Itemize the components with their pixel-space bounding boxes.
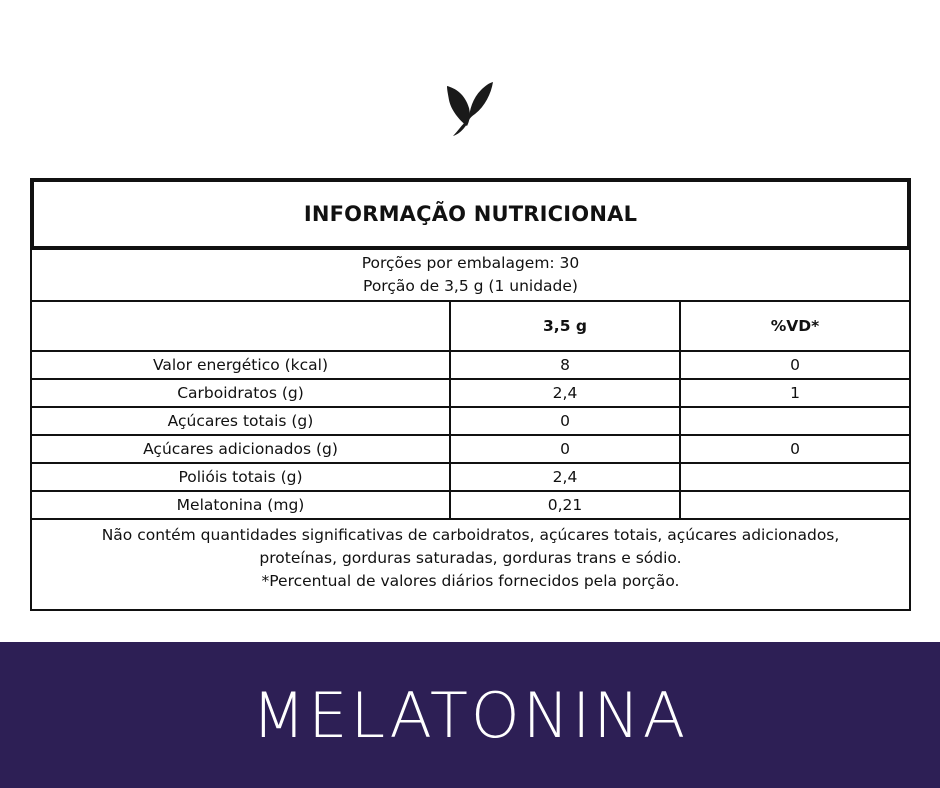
header-dv: %VD*: [680, 302, 909, 351]
nutrition-title-text: INFORMAÇÃO NUTRICIONAL: [303, 202, 638, 226]
nutrient-dv: [680, 463, 909, 491]
product-name: MELATONINA: [251, 678, 689, 752]
nutrient-dv: 0: [680, 351, 909, 379]
nutrient-dv: [680, 407, 909, 435]
table-row: [32, 435, 909, 463]
nutrient-amount: 0: [450, 407, 680, 435]
nutrient-amount: 0,21: [450, 491, 680, 519]
nutrition-footnote: [32, 520, 909, 593]
nutrition-table: [32, 302, 909, 520]
nutrient-name: Açúcares totais (g): [32, 407, 450, 435]
nutrient-name: Polióis totais (g): [32, 463, 450, 491]
header-nutrient: [32, 302, 450, 351]
footnote-line: proteínas, gorduras saturadas, gorduras trans e sódio.: [259, 549, 682, 567]
footnote-line: *Percentual de valores diários fornecidos pela porção.: [261, 572, 680, 590]
leaf-bird-icon: [445, 80, 495, 138]
header-amount: 3,5 g: [450, 302, 680, 351]
nutrient-dv: 0: [680, 435, 909, 463]
nutrient-name: Melatonina (mg): [32, 491, 450, 519]
nutrition-body: [30, 250, 911, 611]
table-row: [32, 491, 909, 519]
table-row: [32, 463, 909, 491]
nutrient-name: Valor energético (kcal): [32, 351, 450, 379]
nutrient-amount: 2,4: [450, 379, 680, 407]
nutrient-dv: [680, 491, 909, 519]
table-row: [32, 407, 909, 435]
serving-size: Porção de 3,5 g (1 unidade): [363, 277, 578, 295]
table-header-row: [32, 302, 909, 351]
nutrient-dv: 1: [680, 379, 909, 407]
nutrition-title: [30, 178, 911, 250]
nutrition-panel: [30, 178, 911, 611]
table-row: [32, 379, 909, 407]
nutrient-amount: 8: [450, 351, 680, 379]
servings-per-package: Porções por embalagem: 30: [361, 254, 580, 272]
product-banner: [0, 642, 940, 788]
table-row: [32, 351, 909, 379]
nutrient-amount: 2,4: [450, 463, 680, 491]
nutrient-name: Açúcares adicionados (g): [32, 435, 450, 463]
nutrient-name: Carboidratos (g): [32, 379, 450, 407]
portion-info: [32, 250, 909, 302]
footnote-line: Não contém quantidades significativas de carboidratos, açúcares totais, açúcares adicionados,: [101, 526, 840, 544]
nutrient-amount: 0: [450, 435, 680, 463]
